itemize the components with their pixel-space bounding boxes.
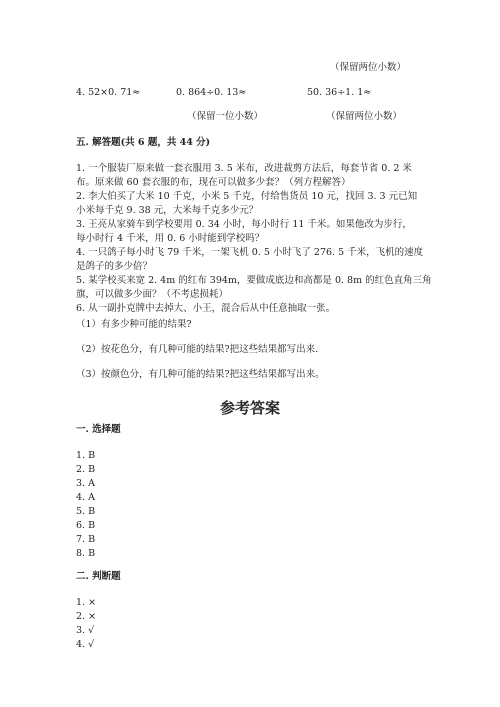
- problem-line: 6. 从一副扑克牌中去掉大、小王，混合后从中任意抽取一张。: [76, 303, 336, 314]
- subquestion-1: （1）有多少种可能的结果?: [76, 319, 192, 330]
- problem-line: 旗，可以做多少面？（不考虑损耗）: [76, 289, 229, 300]
- problem-line: 2. 李大伯买了大米 10 千克，小米 5 千克，付给售货员 10 元，找回 3. 3 元已知: [76, 191, 418, 202]
- problem-line: 每小时行 4 千米，用 0. 6 小时能到学校吗？: [76, 233, 265, 244]
- answer-item: 8. B: [76, 548, 96, 559]
- answer-item: 3. √: [76, 625, 95, 636]
- answer-item: 4. A: [76, 492, 95, 503]
- section-5-heading: 五. 解答题(共 6 题，共 44 分): [76, 137, 211, 148]
- answer-section-2-heading: 二. 判断题: [76, 571, 121, 582]
- problem-line: 4. 一只鸽子每小时飞 79 千米，一架飞机 0. 5 小时飞了 276. 5 千米，飞机的速度: [76, 247, 424, 258]
- answer-item: 3. A: [76, 478, 95, 489]
- calc-item-1: 4. 52×0. 71≈: [76, 87, 141, 98]
- calc-item-2: 0. 864÷0. 13≈: [176, 87, 247, 98]
- answer-item: 2. ×: [76, 611, 97, 622]
- problem-line: 5. 某学校买来宽 2. 4m 的红布 394m，要做成底边和高都是 0. 8m 的红色直角三角: [76, 275, 432, 286]
- problem-line: 是鸽子的多少倍？: [76, 261, 153, 272]
- answer-item: 7. B: [76, 534, 96, 545]
- answer-item: 1. B: [76, 450, 96, 461]
- top-precision-note: （保留两位小数）: [330, 62, 407, 73]
- answer-item: 6. B: [76, 520, 96, 531]
- answer-item: 5. B: [76, 506, 96, 517]
- answer-item: 1. ×: [76, 597, 97, 608]
- subquestion-2: （2）按花色分，有几种可能的结果?把这些结果都写出来.: [76, 344, 319, 355]
- problem-line: 布。原来做 60 套衣服的布，现在可以做多少套？（列方程解答）: [76, 177, 351, 188]
- answer-item: 2. B: [76, 464, 96, 475]
- precision-note-2: （保留两位小数）: [326, 111, 403, 122]
- calc-item-3: 50. 36÷1. 1≈: [307, 87, 372, 98]
- problem-line: 3. 王亮从家骑车到学校要用 0. 34 小时，每小时行 11 千米。如果他改为步行，: [76, 219, 412, 230]
- answer-section-1-heading: 一. 选择题: [76, 424, 121, 435]
- precision-note-1: （保留一位小数）: [187, 111, 264, 122]
- answer-key-title: 参考答案: [219, 399, 280, 417]
- subquestion-3: （3）按颜色分，有几种可能的结果?把这些结果都写出来。: [76, 369, 325, 380]
- problem-line: 小米每千克 9. 38 元，大米每千克多少元？: [76, 205, 259, 216]
- answer-item: 4. √: [76, 639, 95, 650]
- problem-line: 1. 一个服装厂原来做一套衣服用 3. 5 米布，改进裁剪方法后，每套节省 0. 2 米: [76, 163, 412, 174]
